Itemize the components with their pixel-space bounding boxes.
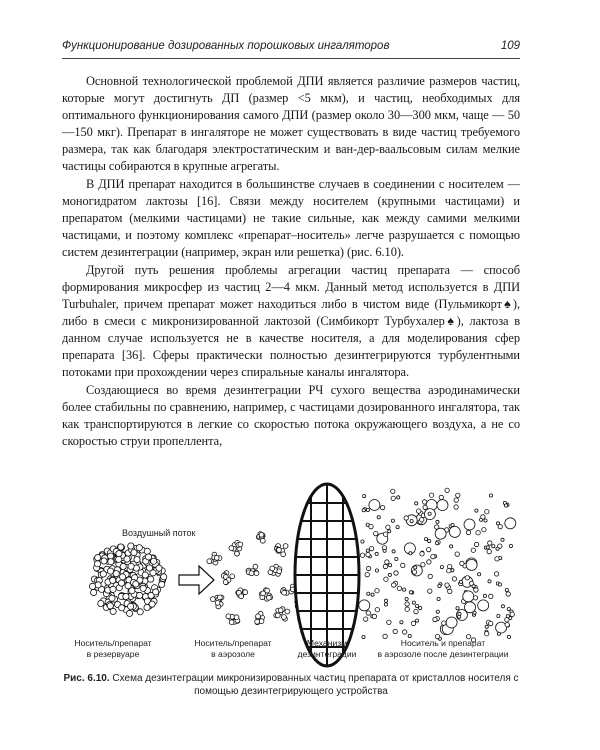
particle [95, 582, 101, 588]
carrier-particle [435, 528, 446, 539]
drug-particle [494, 572, 498, 576]
drug-particle [433, 617, 437, 621]
drug-particle [400, 621, 403, 624]
drug-particle [416, 619, 419, 622]
label-after: Носитель и препарат в аэрозоле после дезинтеграции [377, 638, 509, 659]
drug-particle [391, 519, 394, 522]
particle [98, 600, 104, 606]
figure-caption [62, 672, 520, 698]
drug-particle [487, 549, 491, 553]
drug-particle [459, 580, 462, 583]
particle [118, 580, 124, 586]
dispersed-particles [359, 488, 516, 642]
figure-6-10 [62, 478, 520, 698]
drug-particle [397, 496, 400, 499]
particle [94, 561, 100, 567]
particle [253, 564, 258, 569]
drug-particle [488, 541, 492, 545]
drug-particle [375, 552, 378, 555]
drug-particle [393, 629, 397, 633]
airflow-label: Воздушный поток [122, 528, 196, 538]
particle [120, 563, 126, 569]
particle [116, 551, 122, 557]
drug-particle [383, 549, 386, 552]
particle [211, 597, 216, 602]
drug-particle [366, 508, 369, 511]
particle [226, 614, 231, 619]
particle [146, 565, 152, 571]
drug-particle [478, 573, 481, 576]
drug-particle [448, 564, 452, 568]
drug-particle [436, 520, 439, 523]
drug-particle [431, 554, 435, 558]
drug-particle [365, 572, 369, 576]
particle [214, 556, 219, 561]
particle [108, 559, 114, 565]
drug-particle [485, 632, 489, 636]
carrier-particle [466, 559, 477, 570]
particle [110, 586, 116, 592]
drug-particle [507, 608, 510, 611]
particle [91, 589, 97, 595]
drug-particle [397, 586, 401, 590]
caption-label: Рис. 6.10. [63, 673, 110, 684]
particle [95, 555, 101, 561]
drug-particle [405, 597, 408, 600]
drug-particle [505, 623, 509, 627]
carrier-particle [464, 519, 475, 530]
drug-particle [377, 516, 380, 519]
drug-particle [421, 563, 425, 567]
drug-particle [419, 607, 422, 610]
drug-particle [420, 518, 424, 522]
drug-particle [473, 596, 477, 600]
drug-particle [456, 493, 460, 497]
paragraph-4: Создающиеся во время дезинтеграции РЧ сухого вещества аэродинамически более стабильны по сравнению, например, с частицами дозированного ингалятора, так как транспортируются в легкие со скоростью потока окружающего воздуха, а не со скоростью струи пропеллента, [62, 383, 520, 448]
particle [281, 552, 286, 557]
drug-particle [505, 618, 509, 622]
drug-particle [506, 615, 509, 618]
particle [133, 581, 139, 587]
drug-particle [489, 494, 492, 497]
drug-particle [439, 495, 443, 499]
drug-particle [486, 546, 489, 549]
drug-particle [384, 577, 388, 581]
drug-particle [475, 509, 478, 512]
particle [144, 548, 150, 554]
drug-particle [484, 519, 487, 522]
drug-particle [364, 617, 368, 621]
particle [110, 577, 116, 583]
drug-particle [387, 620, 391, 624]
drug-particle [460, 561, 464, 565]
particle [127, 610, 133, 616]
drug-particle [425, 538, 428, 541]
particle [100, 571, 106, 577]
drug-particle [505, 504, 508, 507]
particle [128, 563, 134, 569]
drug-particle [447, 569, 451, 573]
drug-particle [412, 601, 415, 604]
particle [275, 613, 280, 618]
carrier-particle [369, 500, 380, 511]
drug-particle [440, 566, 443, 569]
drug-particle [361, 540, 364, 543]
drug-particle [429, 493, 433, 497]
header-rule [62, 58, 520, 59]
drug-particle [366, 552, 370, 556]
reservoir-agglomerate [89, 543, 166, 617]
page-number: 109 [500, 40, 520, 52]
drug-particle [414, 566, 417, 569]
drug-particle [388, 573, 391, 576]
drug-particle [362, 509, 365, 512]
drug-particle [450, 545, 453, 548]
drug-particle [476, 531, 480, 535]
particle [131, 550, 137, 556]
particle [230, 574, 235, 579]
particle [261, 591, 266, 596]
drug-particle [427, 560, 431, 564]
drug-particle [405, 602, 409, 606]
drug-particle [410, 520, 413, 523]
drug-particle [411, 621, 415, 625]
drug-particle [497, 632, 500, 635]
drug-particle [380, 505, 384, 509]
drug-particle [383, 564, 387, 568]
drug-particle [485, 510, 489, 514]
label-reservoir: Носитель/препарат в резервуаре [74, 638, 152, 659]
drug-particle [474, 588, 478, 592]
drug-particle [485, 625, 488, 628]
drug-particle [435, 525, 439, 529]
drug-particle [458, 612, 461, 615]
particle [238, 542, 243, 547]
particle [118, 544, 124, 550]
carrier-particle [446, 617, 457, 628]
drug-particle [360, 553, 364, 557]
drug-particle [388, 530, 391, 533]
drug-particle [403, 630, 407, 634]
drug-particle [510, 612, 514, 616]
drug-particle [454, 498, 458, 502]
particle [239, 594, 244, 599]
drug-particle [445, 583, 449, 587]
particle [159, 581, 165, 587]
drug-particle [416, 605, 419, 608]
carrier-particle [463, 591, 474, 602]
particle [109, 595, 115, 601]
caption-text: Схема дезинтеграции микронизированных частиц препарата от кристаллов носителя с помощью дезинтегрирующего устройства [112, 673, 519, 697]
particle [107, 603, 113, 609]
drug-particle [412, 570, 416, 574]
drug-particle [375, 608, 379, 612]
particle [101, 558, 107, 564]
drug-particle [374, 531, 378, 535]
paragraph-1: Основной технологической проблемой ДПИ является различие размеров частиц, которые могут достигнуть ДП (размер <5 мкм), и частиц, необходимых для оптимального функционирования самого ДПИ (размер около 30—300 мкм, чаще — 50—150 мкг). Препарат в ингаляторе не может существовать в виде частиц требуемого размера, так как благодаря электростатическим и ван-дер-ваальсовым силам мелкие частицы собираются в крупные агрегаты. [62, 74, 520, 173]
drug-particle [472, 585, 475, 588]
particle [229, 546, 234, 551]
page-header [62, 40, 520, 58]
paragraph-2: В ДПИ препарат находится в большинстве случаев в соединении с носителем — моногидратом лактозы [16]. Связи между носителем (крупными частицами) и препаратом (мелкими частицами) не такие сильные, как между самими мелкими частицами, и поэтому комплекс «препарат–носитель» легче разрушается с помощью систем дезинтеграции (например, экран или решетка) (рис. 6.10). [62, 177, 520, 259]
particle [128, 603, 134, 609]
drug-particle [366, 566, 370, 570]
drug-particle [465, 576, 469, 580]
particle [113, 571, 119, 577]
drug-particle [367, 592, 370, 595]
drug-particle [366, 523, 369, 526]
drug-particle [428, 512, 431, 515]
drug-particle [391, 489, 395, 493]
particle [283, 544, 288, 549]
carrier-particle [465, 602, 476, 613]
particle [278, 608, 283, 613]
drug-particle [383, 532, 387, 536]
particle [137, 592, 143, 598]
carrier-particle [478, 600, 489, 611]
drug-particle [456, 607, 459, 610]
particle [249, 571, 254, 576]
particle [243, 590, 248, 595]
drug-particle [505, 589, 508, 592]
label-mechanism: Механизм дезинтеграции [297, 638, 357, 659]
particle [282, 590, 287, 595]
drug-particle [489, 621, 493, 625]
drug-particle [385, 560, 389, 564]
drug-particle [369, 546, 373, 550]
particle [256, 614, 261, 619]
drug-particle [428, 589, 432, 593]
particle [142, 572, 148, 578]
drug-particle [389, 564, 392, 567]
drug-particle [420, 552, 424, 556]
particle [259, 532, 264, 537]
drug-particle [495, 557, 499, 561]
particle [120, 574, 126, 580]
particle [270, 566, 275, 571]
drug-particle [445, 488, 449, 492]
drug-particle [481, 515, 485, 519]
drug-particle [366, 611, 370, 615]
particle [153, 589, 159, 595]
particle [156, 565, 162, 571]
drug-particle [496, 522, 499, 525]
airflow-arrow [179, 566, 214, 594]
drug-particle [466, 530, 470, 534]
drug-particle [401, 563, 405, 567]
particle [119, 605, 125, 611]
drug-particle [395, 557, 398, 560]
drug-particle [438, 584, 441, 587]
body-text [62, 73, 520, 450]
drug-particle [492, 545, 495, 548]
drug-particle [423, 505, 427, 509]
particle [140, 585, 146, 591]
drug-particle [386, 525, 390, 529]
drug-particle [371, 593, 374, 596]
drug-particle [474, 542, 478, 546]
particle [149, 601, 155, 607]
particle [218, 595, 223, 600]
particle [285, 609, 290, 614]
drug-particle [384, 599, 387, 602]
drug-particle [442, 621, 446, 625]
drug-particle [509, 544, 512, 547]
carrier-particle [437, 500, 448, 511]
particle [277, 569, 282, 574]
drug-particle [384, 603, 387, 606]
particle [207, 559, 212, 564]
drug-particle [452, 577, 456, 581]
drug-particle [501, 538, 504, 541]
paragraph-3: Другой путь решения проблемы агрегации частиц препарата — способ формирования микросфер из частиц 2—4 мкм. Данный метод используется в ДПИ Turbuhaler, причем препарат может находиться либо в чистом виде (Пульмикорт♠), либо в смеси с микронизированной лактозой (Симбикорт Турбухалер♠), лактоза в данном случае используется не в качестве носителя, а для моделирования сфер препарата [36]. Сферы практически полностью дезинтегрируются турбулентными потоками при прохождении через спиральные каналы ингалятора. [62, 263, 520, 379]
drug-particle [394, 571, 398, 575]
carrier-particle [449, 526, 460, 537]
drug-particle [372, 614, 376, 618]
drug-particle [414, 609, 418, 613]
drug-particle [428, 540, 431, 543]
drug-particle [396, 526, 399, 529]
particle [223, 580, 228, 585]
drug-particle [409, 591, 412, 594]
running-title: Функционирование дозированных порошковых ингаляторов [62, 40, 390, 52]
drug-particle [482, 528, 486, 532]
drug-particle [448, 589, 452, 593]
drug-particle [392, 583, 396, 587]
particle [235, 551, 240, 556]
particle [255, 619, 260, 624]
particle [277, 548, 282, 553]
particle [229, 620, 234, 625]
drug-particle [366, 549, 369, 552]
drug-particle [403, 588, 406, 591]
particle [151, 558, 157, 564]
particle [123, 593, 129, 599]
drug-particle [498, 583, 501, 586]
drug-particle [391, 496, 395, 500]
drug-particle [454, 505, 458, 509]
particle [145, 554, 151, 560]
particle [136, 545, 142, 551]
carrier-particle [505, 518, 516, 529]
drug-particle [488, 580, 491, 583]
drug-particle [428, 574, 432, 578]
particle [89, 583, 95, 589]
drug-particle [363, 495, 366, 498]
label-aerosol: Носитель/препарат в аэрозоле [194, 638, 272, 659]
drug-particle [417, 509, 421, 513]
drug-particle [489, 594, 493, 598]
drug-particle [392, 550, 395, 553]
particle [215, 601, 220, 606]
drug-particle [427, 547, 431, 551]
particle [234, 615, 239, 620]
drug-particle [437, 597, 440, 600]
particle [260, 538, 265, 543]
drug-particle [455, 552, 459, 556]
drug-particle [405, 607, 409, 611]
particle [128, 543, 134, 549]
drug-particle [497, 614, 500, 617]
particle [282, 615, 287, 620]
drug-particle [436, 610, 439, 613]
particle [267, 595, 272, 600]
particle [107, 568, 113, 574]
carrier-particle [359, 600, 370, 611]
drug-particle [496, 547, 499, 550]
drug-particle [409, 552, 412, 555]
drug-particle [436, 542, 439, 545]
drug-particle [483, 594, 486, 597]
drug-particle [506, 592, 510, 596]
drug-particle [375, 569, 378, 572]
drug-particle [501, 605, 504, 608]
drug-particle [404, 516, 408, 520]
particle [254, 571, 259, 576]
drug-particle [415, 502, 418, 505]
drug-particle [471, 548, 475, 552]
particle [148, 576, 154, 582]
particle [116, 556, 122, 562]
drug-particle [375, 589, 379, 593]
particle [134, 557, 140, 563]
